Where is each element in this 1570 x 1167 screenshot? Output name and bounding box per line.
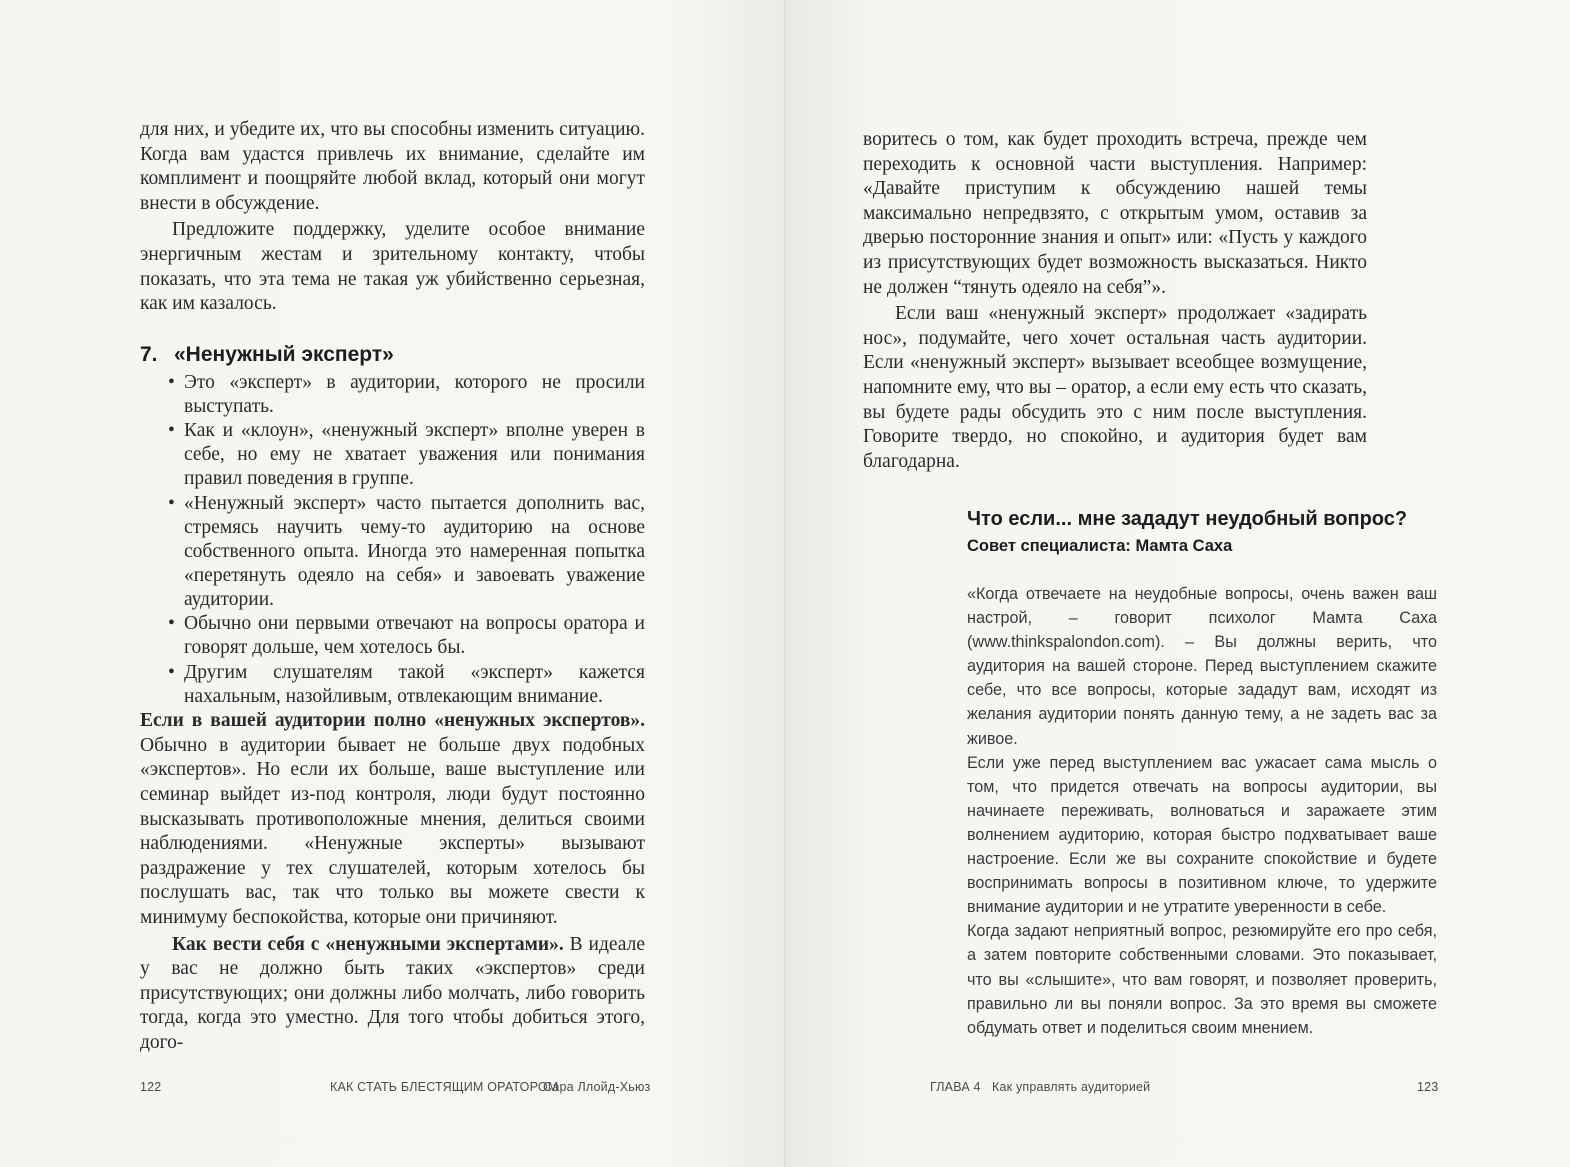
paragraph-if-expert: Если ваш «ненужный эксперт» продолжает «задирать нос», подумайте, чего хочет остальная часть аудитории. Если «ненужный эксперт» вызывает всеобщее возмущение, напомните ему, что вы – оратор, а если ему есть что сказать, вы будете рады обсудить это с ним после выступления. Говорите твердо, но спокойно, и аудитория будет вам благодарна.	[863, 303, 1367, 472]
list-item-text: Как и «клоун», «ненужный эксперт» вполне уверен в себе, но ему не хватает уважения или понимания правил поведения в группе.	[184, 420, 645, 490]
list-item	[168, 371, 645, 419]
list-item	[168, 612, 645, 660]
sidebar-subtitle: Совет специалиста: Мамта Саха	[967, 537, 1233, 555]
list-item	[168, 661, 645, 709]
paragraph-how-to-behave	[140, 933, 645, 1056]
list-item-text: Обычно они первыми отвечают на вопросы оратора и говорят дольше, чем хотелось бы.	[184, 613, 645, 659]
paragraph-continued: воритесь о том, как будет проходить встреча, прежде чем переходить к основной части выступления. Например: «Давайте приступим к обсуждению нашей темы максимально непредвзято, с открытым умом, оставив за дверью посторонние знания и опыт» или: «Пусть у каждого из присутствующих будет возможность высказаться. Никто не должен “тянуть одеяло на себя”».	[863, 129, 1367, 298]
bullet-icon: •	[168, 371, 175, 393]
bullet-icon: •	[168, 613, 175, 635]
running-header-author: Сара Ллойд-Хьюз	[543, 1080, 651, 1094]
sidebar-box	[967, 508, 1437, 1040]
bullet-icon: •	[168, 661, 175, 683]
list-item-text: Это «эксперт» в аудитории, которого не просили выступать.	[184, 371, 645, 417]
sidebar-paragraph: «Когда отвечаете на неудобные вопросы, очень важен ваш настрой, – говорит психолог Мамта Саха (www.thinkspalondon.com). – Вы должны верить, что аудитория на вашей стороне. Перед выступлением скажите себе, что все вопросы, которые зададут вам, исходят из желания аудитории понять данную тему, а не задеть вас за живое.	[967, 585, 1437, 748]
list-item-text: «Ненужный эксперт» часто пытается дополнить вас, стремясь научить чему-то аудиторию на основе собственного опыта. Иногда это намеренная попытка «перетянуть одеяло на себя» и завоевать уважение аудитории.	[184, 492, 645, 610]
list-item	[168, 492, 645, 612]
bullet-icon: •	[168, 420, 175, 442]
right-page-body	[863, 128, 1367, 476]
paragraph-lead: Если в вашей аудитории полно «ненужных экспертов».	[140, 710, 645, 732]
right-page	[785, 0, 1570, 1167]
section-heading	[140, 343, 645, 367]
sidebar-paragraph: Когда задают неприятный вопрос, резюмируйте его про себя, а затем повторите собственными словами. Это показывает, что вы «слышите», что вам говорят, и позволяет проверить, правильно ли вы поняли вопрос. За это время вы сможете обдумать ответ и поделиться своим мнением.	[967, 922, 1437, 1037]
list-item	[168, 419, 645, 491]
bullet-icon: •	[168, 492, 175, 514]
sidebar-title: Что если... мне зададут неудобный вопрос?	[967, 508, 1408, 530]
paragraph-lead: Как вести себя с «ненужными экспертами».	[172, 933, 564, 955]
running-header-chapter-title: Как управлять аудиторией	[992, 1080, 1151, 1094]
left-page-number: 122	[140, 1080, 162, 1094]
paragraph-many-experts	[140, 709, 645, 930]
sidebar-paragraph: Если уже перед выступлением вас ужасает сама мысль о том, что придется отвечать на вопросы аудитории, вы начинаете переживать, волноваться и заражаете этим волнением аудиторию, которая быстро подхватывает ваше настроение. Если же вы сохраните спокойствие и будете воспринимать вопросы в позитивном ключе, то удержите внимание аудитории и не утратите уверенности в себе.	[967, 753, 1437, 917]
paragraph-support: Предложите поддержку, уделите особое внимание энергичным жестам и зрительному контакту, чтобы показать, что эта тема не такая уж убийственно серьезная, как им казалось.	[140, 219, 645, 315]
section-number: 7.	[140, 342, 158, 366]
bullet-list	[168, 371, 645, 709]
left-page-body	[140, 118, 645, 1058]
paragraph-intro: для них, и убедите их, что вы способны изменить ситуацию. Когда вам удастся привлечь их внимание, сделайте им комплимент и поощряйте любой вклад, который они могут внести в обсуждение.	[140, 119, 645, 214]
paragraph-body: Обычно в аудитории бывает не больше двух подобных «экспертов». Но если их больше, ваше выступление или семинар выйдет из-под контроля, люди будут постоянно высказывать противоположные мнения, делиться своими наблюдениями. «Ненужные эксперты» вызывают раздражение у тех слушателей, которым хотелось бы послушать вас, так что только вы можете свести к минимуму беспокойства, которые они причиняют.	[140, 734, 645, 928]
right-page-number: 123	[1417, 1080, 1439, 1094]
list-item-text: Другим слушателям такой «эксперт» кажется нахальным, назойливым, отвлекающим внимание.	[184, 661, 645, 707]
section-title: «Ненужный эксперт»	[174, 342, 394, 366]
paragraph-body: В идеале у вас не должно быть таких «экспертов» среди присутствующих; они должны либо молчать, либо говорить тогда, когда это уместно. Для того чтобы добиться этого, дого-	[140, 933, 645, 1053]
running-header-book-title: КАК СТАТЬ БЛЕСТЯЩИМ ОРАТОРОМ	[330, 1080, 559, 1094]
running-header-chapter: ГЛАВА 4	[930, 1080, 981, 1094]
